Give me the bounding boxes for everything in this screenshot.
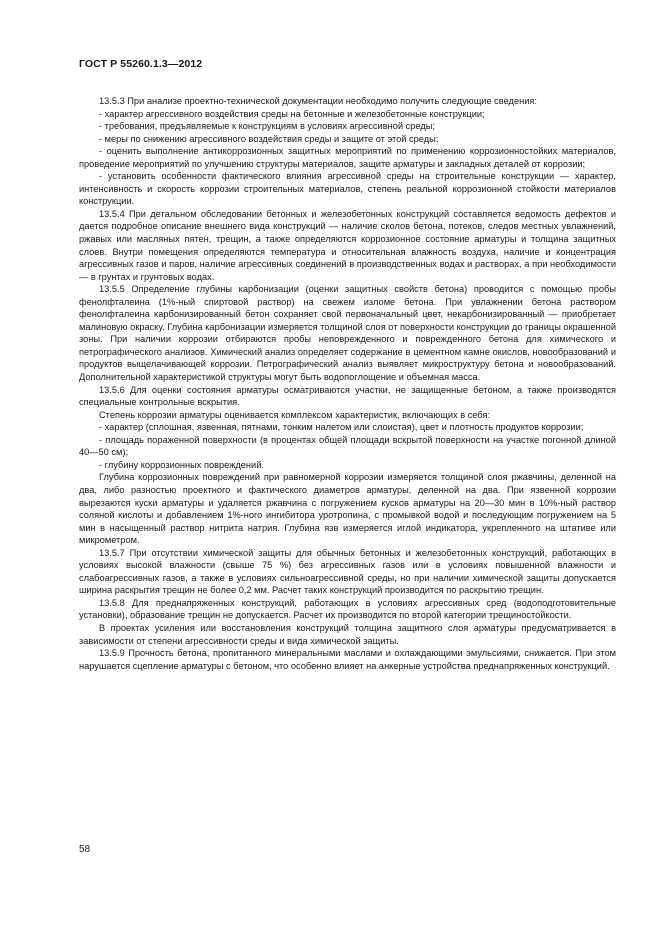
- paragraph-13-5-6: 13.5.6 Для оценки состояния арматуры осматриваются участки, не защищенные бетоном, а также производятся специальные контрольные вскрытия.: [79, 384, 616, 408]
- list-item: - оценить выполнение антикоррозионных защитных мероприятий по применению коррозионностойких материалов, проведение мероприятий по улучшению структуры материалов, защите арматуры и закладных деталей от коррозии;: [79, 146, 616, 169]
- document-code: ГОСТ Р 55260.1.3—2012: [79, 58, 203, 70]
- paragraph: Глубина коррозионных повреждений при равномерной коррозии измеряется толщиной слоя ржавчины, деленной на два, либо разностью проектного и фактического диаметров арматуры, деленной на два. При язвенной коррозии вырезаются куски арматуры и удаляется ржавчина с погружением кусков арматуры на 20—30 мин в 10%-ный раствор соляной кислоты и добавлением 1%-ного ингибитора уротропина, с промывкой водой и последующим погружением на 5 мин в насыщенный раствор нитрита натрия. Глубина язв измеряется иглой индикатора, укрепленного на штативе или микрометром.: [79, 472, 616, 546]
- paragraph: Степень коррозии арматуры оценивается комплексом характеристик, включающих в себя:: [99, 409, 491, 420]
- paragraph-13-5-5: 13.5.5 Определение глубины карбонизации (оценки защитных свойств бетона) проводится с помощью пробы фенолфталеина (1%-ный спиртовой раствор) на свежем изломе бетона. При увлажнении бетона раствором фенолфталеина карбонизированный бетон сохраняет свой первоначальный цвет, некарбонизированный — приобретает малиновую окраску. Глубина карбонизации измеряется толщиной слоя от поверхности конструкции до границы окрашенной зоны. При наличии коррозии отбираются пробы неповрежденного и поврежденного бетона для химического и петрографического анализов. Химический анализ определяет содержание в цементном камне окислов, новообразований и продуктов выщелачивающей коррозии. Петрографический анализ выявляет микроструктуру бетона и новообразований. Дополнительной характеристикой структуры могут быть водопоглощение и объемная масса.: [79, 284, 616, 383]
- list-item: - требования, предъявляемые к конструкциям в условиях агрессивной среды;: [99, 121, 435, 132]
- list-item: - меры по снижению агрессивного воздействия среды и защите от этой среды;: [99, 133, 439, 144]
- document-body: [79, 95, 616, 672]
- paragraph: В проектах усиления или восстановления конструкций толщина защитного слоя арматуры предусматривается в зависимости от степени агрессивности среды и вида химической защиты.: [79, 622, 616, 646]
- paragraph-13-5-9: 13.5.9 Прочность бетона, пропитанного минеральными маслами и охлаждающими эмульсиями, снижается. При этом нарушается сцепление арматуры с бетоном, что особенно влияет на анкерные устройства преднапряженных конструкций.: [79, 648, 616, 671]
- list-item: - глубину коррозионных повреждений.: [99, 459, 264, 470]
- list-item: - установить особенности фактического влияния агрессивной среды на строительные конструкции — характер, интенсивность и скорость коррозии строительных материалов, степень реальной коррозионной стойкости материалов конструкции.: [79, 171, 616, 207]
- list-item: - площадь пораженной поверхности (в процентах общей площади вскрытой поверхности на участке погонной длиной 40—50 см);: [79, 434, 616, 458]
- list-item: - характер (сплошная, язвенная, пятнами, тонким налетом или слоистая), цвет и плотность продуктов коррозии;: [99, 422, 584, 433]
- paragraph-13-5-4: 13.5.4 При детальном обследовании бетонных и железобетонных конструкций составляется ведомость дефектов и дается подробное описание внешнего вида конструкций — наличие сколов бетона, потеков, следов местных увлажнений, ржавых или масляных пятен, трещин, а также определяются коррозионное состояние арматуры и толщина защитных слоев. Внутри помещения определяются температура и относительная влажность воздуха, наличие и концентрация агрессивных газов и паров, наличие агрессивных соединений в производственных водах и растворах, а при необходимости — в грунтах и грунтовых водах.: [79, 208, 616, 282]
- paragraph-13-5-3: 13.5.3 При анализе проектно-технической документации необходимо получить следующие сведения:: [99, 96, 537, 106]
- list-item: - характер агрессивного воздействия среды на бетонные и железобетонные конструкции;: [99, 108, 485, 119]
- paragraph-13-5-8: 13.5.8 Для преднапряженных конструкций, работающих в условиях агрессивных сред (водоподготовительные установки), образование трещин не допускается. Расчет их производится по второй категории трещиностойкости.: [79, 597, 616, 621]
- paragraph-13-5-7: 13.5.7 При отсутствии химической защиты для обычных бетонных и железобетонных конструкций, работающих в условиях высокой влажности (свыше 75 %) без агрессивных газов или в условиях повышенной влажности и слабоагрессивных газов, а также в условиях сильноагрессивной среды, но при наличии химической защиты допускается ширина раскрытия трещин не более 0,2 мм. Расчет таких конструкций производится по раскрытию трещин.: [79, 547, 616, 596]
- page-number: 58: [79, 844, 91, 855]
